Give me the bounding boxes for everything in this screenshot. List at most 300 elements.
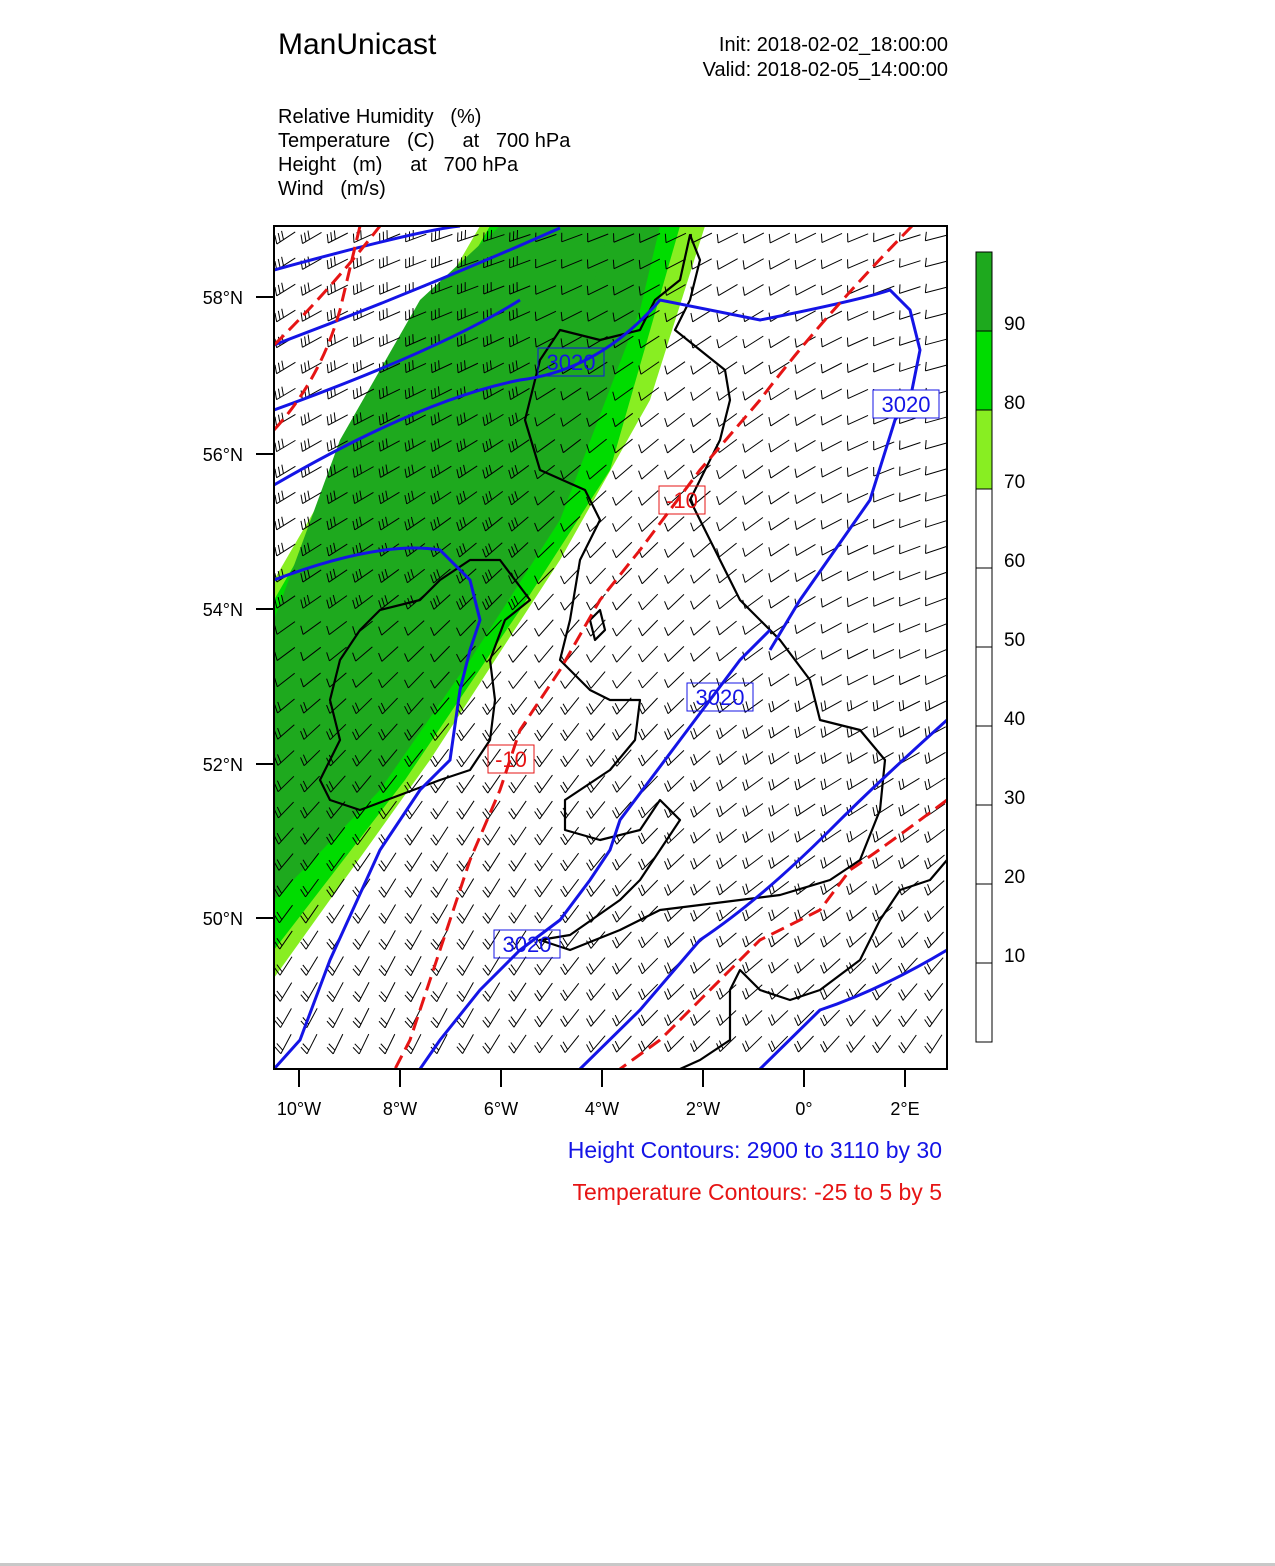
wind-barb-flag: [928, 884, 931, 892]
wind-barb-flag: [847, 702, 848, 711]
wind-barb-flag: [720, 728, 723, 737]
wind-barb-flag: [717, 365, 719, 374]
wind-barb: [771, 570, 789, 582]
wind-barb: [797, 544, 816, 555]
wind-barb: [306, 931, 318, 950]
wind-barb-flag: [483, 759, 488, 766]
wind-barb: [668, 1036, 684, 1051]
wind-barb-flag: [308, 231, 309, 240]
wind-barb-flag: [798, 883, 800, 892]
wind-barb-flag: [665, 913, 668, 921]
wind-barb-flag: [327, 442, 328, 451]
wind-barb-flag: [589, 886, 593, 894]
wind-barb-flag: [717, 260, 718, 269]
wind-barb-flag: [308, 283, 309, 292]
wind-barb-flag: [535, 864, 540, 871]
wind-barb-flag: [308, 413, 309, 422]
wind-barb-flag: [379, 864, 384, 871]
wind-barb-flag: [405, 864, 410, 871]
wind-barb-flag: [821, 860, 823, 869]
wind-barb-flag: [821, 650, 822, 659]
init-time: Init: 2018-02-02_18:00:00: [718, 34, 948, 56]
wind-barb: [822, 337, 842, 347]
wind-barb: [565, 775, 578, 793]
wind-barb-flag: [717, 392, 719, 401]
wind-barb-flag: [459, 756, 464, 764]
wind-barb-flag: [334, 334, 335, 343]
lon-label: 8°W: [382, 1099, 418, 1119]
wind-barb: [745, 907, 762, 921]
wind-barb-flag: [613, 862, 617, 870]
wind-barb: [641, 413, 658, 427]
wind-barb-flag: [535, 759, 540, 767]
wind-barb-flag: [407, 939, 413, 946]
wind-barb-flag: [355, 965, 361, 972]
wind-barb-flag: [720, 936, 723, 944]
wind-barb-flag: [720, 884, 723, 893]
wind-barb: [797, 492, 816, 503]
wind-barb-flag: [615, 989, 619, 997]
wind-barb: [617, 932, 632, 948]
wind-barb-flag: [899, 781, 901, 790]
wind-barb-flag: [589, 1015, 593, 1023]
colorbar-bin: [976, 331, 992, 410]
wind-barb: [694, 907, 711, 922]
wind-barb-flag: [457, 969, 463, 976]
wind-barb-flag: [847, 1045, 851, 1053]
wind-barb-flag: [769, 260, 770, 269]
wind-barb-flag: [821, 912, 824, 921]
wind-barb-flag: [795, 625, 797, 634]
wind-barb-flag: [641, 703, 645, 711]
wind-barb-flag: [383, 336, 384, 345]
wind-barb: [745, 336, 764, 348]
wind-barb-flag: [798, 805, 800, 814]
wind-barb-flag: [798, 936, 801, 945]
wind-barb: [930, 1035, 942, 1053]
wind-barb-flag: [587, 707, 591, 715]
wind-barb-flag: [485, 835, 490, 842]
wind-barb: [642, 594, 657, 610]
wind-barb: [875, 881, 892, 895]
wind-barb: [539, 594, 554, 610]
wind-barb: [876, 958, 891, 974]
wind-barb-flag: [511, 834, 516, 841]
wind-barb-flag: [665, 653, 669, 661]
wind-barb-flag: [639, 523, 642, 531]
wind-barb-flag: [769, 781, 771, 790]
wind-barb-flag: [928, 753, 929, 762]
wind-barb-flag: [639, 628, 643, 636]
wind-barb: [642, 568, 658, 583]
wind-barb-flag: [821, 702, 822, 711]
wind-barb: [565, 697, 579, 714]
wind-barb-flag: [691, 835, 694, 843]
wind-barb-flag: [587, 1044, 591, 1052]
wind-barb-flag: [561, 1045, 566, 1053]
wind-barb-flag: [329, 965, 335, 972]
wind-barb-flag: [876, 805, 878, 814]
wind-barb-flag: [795, 521, 797, 530]
wind-barb-flag: [301, 338, 302, 347]
wind-barb: [463, 956, 474, 975]
wind-barb-flag: [824, 884, 826, 893]
wind-barb: [540, 983, 553, 1001]
wind-barb-flag: [483, 916, 489, 923]
wind-barb: [848, 649, 868, 659]
wind-barb-flag: [717, 730, 720, 739]
wind-barb: [745, 440, 763, 453]
wind-barb-flag: [717, 782, 720, 791]
wind-barb-flag: [483, 733, 488, 741]
wind-barb-flag: [691, 1017, 694, 1025]
wind-barb-flag: [589, 756, 594, 764]
wind-barb: [744, 285, 763, 296]
wind-barb-flag: [876, 831, 878, 840]
wind-barb: [642, 932, 657, 948]
wind-barb: [410, 853, 422, 872]
wind-barb-flag: [899, 966, 903, 974]
wind-barb-flag: [769, 234, 770, 243]
colorbar-label: 90: [1004, 314, 1026, 335]
wind-barb-flag: [665, 1017, 669, 1025]
wind-barb-flag: [278, 363, 280, 372]
wind-barb: [796, 259, 816, 269]
wind-barb: [539, 646, 553, 663]
wind-barb-flag: [613, 966, 617, 974]
wind-barb-flag: [357, 258, 358, 267]
wind-barb-flag: [665, 627, 669, 635]
wind-barb-flag: [694, 728, 697, 736]
wind-barb: [359, 930, 370, 949]
lon-label: 2°W: [685, 1099, 721, 1119]
wind-barb: [848, 260, 868, 269]
wind-barb: [824, 959, 840, 974]
wind-barb: [514, 957, 526, 975]
wind-barb-flag: [925, 466, 926, 475]
wind-barb-flag: [509, 654, 513, 662]
wind-barb: [462, 905, 473, 924]
wind-barb: [874, 494, 894, 502]
wind-barb-flag: [639, 810, 643, 818]
wind-barb-flag: [691, 731, 694, 739]
wind-barb: [590, 568, 605, 584]
wind-barb-flag: [639, 444, 642, 453]
wind-barb-flag: [693, 1041, 697, 1049]
wind-barb: [848, 389, 868, 398]
wind-barb-flag: [587, 602, 591, 610]
wind-barb: [746, 1036, 762, 1051]
wind-barb: [848, 234, 868, 242]
wind-barb-flag: [691, 549, 694, 557]
wind-barb: [565, 1035, 579, 1052]
wind-barb-flag: [847, 939, 850, 947]
wind-barb-flag: [587, 576, 591, 584]
wind-barb-flag: [379, 890, 384, 897]
wind-barb-flag: [641, 755, 645, 763]
wind-barb-flag: [405, 364, 406, 373]
wind-barb-flag: [459, 809, 464, 816]
wind-barb-flag: [561, 628, 565, 636]
wind-barb: [824, 984, 840, 999]
wind-barb: [848, 467, 868, 476]
wind-barb-flag: [563, 782, 568, 790]
wind-barb-flag: [717, 600, 720, 609]
wind-barb: [926, 598, 947, 606]
wind-barb-flag: [303, 1044, 309, 1051]
wind-barb: [771, 856, 789, 869]
wind-barb: [617, 620, 632, 636]
chart-title: ManUnicast: [278, 28, 437, 61]
wind-barb-flag: [925, 913, 929, 921]
wind-barb: [930, 1009, 943, 1027]
wind-barb-flag: [717, 496, 720, 505]
wind-barb-flag: [925, 860, 928, 869]
wind-barb-flag: [431, 995, 437, 1002]
wind-barb-flag: [665, 1044, 669, 1052]
wind-barb-flag: [535, 733, 540, 741]
wind-barb: [668, 932, 684, 947]
wind-barb-flag: [457, 733, 462, 741]
wind-barb-flag: [433, 913, 439, 920]
wind-barb: [565, 749, 578, 766]
wind-barb-flag: [282, 491, 284, 500]
wind-barb: [745, 362, 763, 374]
wind-barb-flag: [795, 260, 796, 269]
wind-barb-flag: [667, 729, 671, 737]
wind-barb-flag: [746, 858, 749, 867]
wind-barb-flag: [405, 943, 411, 950]
wind-barb: [513, 646, 527, 663]
wind-barb-flag: [743, 912, 746, 921]
wind-barb-flag: [275, 235, 277, 244]
wind-barb: [928, 881, 944, 896]
wind-barb-flag: [535, 811, 540, 818]
wind-barb-flag: [901, 937, 905, 945]
wind-barb: [694, 751, 711, 765]
wind-barb: [488, 827, 500, 845]
wind-barb-flag: [589, 704, 593, 712]
wind-barb-flag: [850, 884, 853, 893]
wind-barb: [903, 984, 917, 1001]
wind-barb-flag: [927, 963, 931, 971]
wind-barb-flag: [665, 679, 669, 687]
wind-barb-flag: [798, 701, 800, 710]
wind-barb: [668, 776, 684, 791]
wind-barb: [900, 287, 921, 294]
wind-barb: [745, 414, 763, 427]
wind-barb-flag: [899, 702, 900, 711]
wind-barb-flag: [899, 860, 902, 869]
wind-barb-flag: [483, 707, 488, 715]
wind-barb: [694, 959, 710, 974]
wind-barb-flag: [537, 1016, 542, 1024]
wind-barb: [461, 723, 474, 740]
wind-barb: [797, 622, 816, 633]
wind-barb: [694, 725, 711, 740]
wind-barb-flag: [639, 888, 643, 896]
wind-barb-flag: [613, 680, 617, 688]
wind-barb-flag: [795, 912, 798, 921]
wind-barb-flag: [613, 471, 616, 479]
wind-barb-flag: [665, 392, 667, 401]
wind-barb-flag: [301, 442, 302, 451]
wind-barb-flag: [537, 756, 542, 764]
wind-barb: [540, 957, 553, 975]
wind-barb-flag: [353, 364, 354, 373]
wind-barb: [900, 624, 920, 632]
wind-barb-flag: [720, 858, 723, 867]
wind-barb-flag: [873, 728, 874, 737]
wind-barb: [437, 904, 448, 923]
wind-barb-flag: [334, 256, 335, 265]
wind-barb-flag: [823, 1041, 827, 1049]
wind-barb-flag: [355, 913, 361, 920]
wind-barb-flag: [329, 913, 334, 920]
wind-barb-flag: [433, 756, 438, 764]
wind-barb-flag: [745, 1014, 748, 1022]
wind-barb-flag: [405, 1021, 411, 1028]
wind-barb-flag: [361, 282, 362, 291]
wind-barb-flag: [847, 494, 848, 503]
wind-barb-flag: [769, 286, 770, 295]
wind-barb-flag: [795, 573, 797, 582]
wind-barb-flag: [847, 650, 848, 659]
wind-barb: [719, 595, 736, 609]
wind-barb: [874, 675, 894, 685]
wind-barb-flag: [824, 962, 827, 970]
wind-barb: [693, 310, 712, 322]
wind-barb: [514, 1035, 526, 1053]
lon-label: 6°W: [483, 1099, 519, 1119]
wind-barb-flag: [772, 910, 775, 919]
wind-barb-flag: [485, 756, 490, 763]
wind-barb-flag: [847, 468, 848, 477]
wind-barb-flag: [639, 497, 642, 505]
wind-barb-flag: [278, 441, 280, 450]
wind-barb: [848, 623, 868, 633]
wind-barb-flag: [795, 807, 797, 816]
wind-barb: [436, 801, 448, 819]
wind-barb: [719, 491, 736, 505]
wind-barb-flag: [301, 942, 306, 949]
wind-barb-flag: [769, 365, 771, 374]
wind-barb: [539, 671, 553, 688]
wind-barb-flag: [769, 573, 771, 582]
wind-barb-flag: [561, 837, 566, 845]
wind-barb: [617, 880, 632, 896]
wind-barb-flag: [457, 786, 462, 793]
wind-barb-flag: [743, 548, 745, 557]
wind-barb-flag: [847, 886, 850, 895]
wind-barb-flag: [821, 965, 824, 973]
wind-barb-flag: [561, 759, 566, 767]
wind-barb-flag: [282, 309, 284, 318]
wind-barb: [694, 543, 711, 557]
wind-barb-flag: [824, 753, 826, 762]
wind-barb-flag: [485, 861, 490, 868]
wind-barb-flag: [772, 753, 774, 762]
wind-barb-flag: [665, 601, 668, 609]
wind-barb-flag: [433, 835, 438, 842]
wind-barb: [848, 675, 868, 685]
wind-barb-flag: [641, 1041, 645, 1049]
wind-barb-flag: [875, 1016, 879, 1024]
wind-barb-flag: [327, 995, 333, 1002]
wind-barb: [720, 1011, 736, 1026]
wind-barb-flag: [278, 467, 280, 476]
wind-barb-flag: [639, 732, 643, 740]
wind-barb-flag: [278, 259, 280, 268]
wind-barb-flag: [667, 1041, 671, 1049]
wind-barb-flag: [353, 1047, 359, 1054]
wind-barb: [617, 724, 632, 741]
wind-barb-flag: [381, 887, 386, 894]
wind-barb-flag: [275, 391, 277, 400]
wind-barb: [333, 956, 344, 975]
wind-barb-flag: [821, 234, 822, 243]
colorbar: [976, 252, 1025, 1042]
wind-barb-flag: [407, 913, 413, 920]
wind-barb-flag: [769, 547, 771, 556]
wind-barb-flag: [589, 860, 594, 868]
wind-barb-flag: [769, 755, 771, 764]
wind-barb-flag: [875, 1042, 880, 1050]
wind-barb-flag: [485, 730, 490, 738]
wind-barb-flag: [511, 861, 516, 868]
wind-barb: [900, 468, 921, 475]
wind-barb-flag: [795, 651, 797, 660]
wind-barb: [900, 572, 921, 580]
wind-barb-flag: [509, 1046, 514, 1053]
wind-barb: [540, 853, 553, 871]
wind-barb-flag: [405, 995, 411, 1002]
wind-barb-flag: [639, 576, 643, 584]
wind-barb: [929, 983, 943, 1000]
wind-barb-flag: [795, 391, 796, 400]
wind-barb-flag: [511, 704, 516, 712]
wind-barb: [822, 675, 841, 686]
wind-barb-flag: [305, 441, 306, 450]
wind-barb-flag: [772, 779, 774, 788]
wind-barb-flag: [743, 991, 746, 999]
wind-barb-flag: [613, 940, 617, 948]
wind-barb-flag: [513, 310, 514, 319]
wind-barb: [385, 1034, 395, 1054]
wind-barb-flag: [743, 860, 746, 869]
wind-barb: [719, 725, 736, 739]
wind-barb-flag: [899, 728, 900, 737]
wind-barb: [824, 1010, 839, 1026]
wind-barb-flag: [925, 310, 926, 319]
wind-barb-flag: [639, 471, 642, 479]
wind-barb: [822, 649, 841, 659]
wind-barb-flag: [929, 700, 930, 709]
wind-barb: [874, 364, 895, 372]
wind-barb: [902, 932, 918, 947]
wind-barb-flag: [798, 910, 801, 919]
wind-barb-flag: [847, 676, 848, 685]
wind-barb-flag: [743, 626, 745, 635]
wind-barb-flag: [535, 602, 539, 610]
wind-barb: [642, 542, 658, 557]
wind-barb: [771, 440, 789, 452]
wind-barb: [668, 880, 684, 895]
wind-barb-flag: [903, 700, 904, 709]
wind-barb: [591, 724, 605, 741]
wind-barb-flag: [795, 365, 796, 374]
wind-barb-flag: [357, 284, 358, 293]
